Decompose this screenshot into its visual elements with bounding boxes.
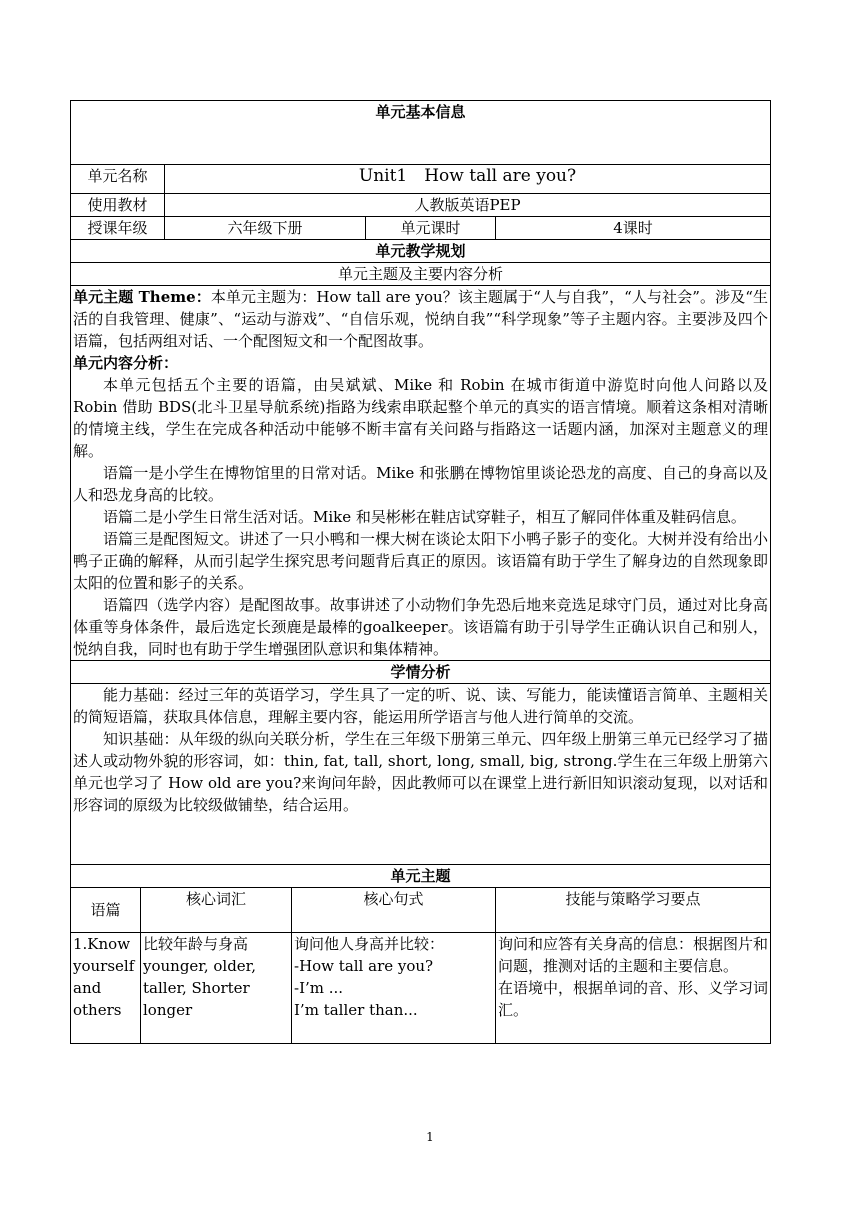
theme-paragraph [73,286,768,352]
planning-heading: 单元教学规划 [71,240,771,263]
sentence-line: I’m taller than... [294,1001,418,1019]
content-paragraph-5: 语篇四（选学内容）是配图故事。故事讲述了小动物们争先恐后地来竞选足球守门员，通过对比身高体重等身体条件，最后选定长颈鹿是最棒的goalkeeper。该语篇有助于引导学生正确认识自己和别人，悦纳自我，同时也有助于学生增强团队意识和集体精神。 [73,596,769,658]
content-paragraph-4: 语篇三是配图短文。讲述了一只小鸭和一棵大树在谈论太阳下小鸭子影子的变化。大树并没有给出小鸭子正确的解释，从而引起学生探究思考问题背后真正的原因。该语篇有助于学生了解身边的自然现象即太阳的位置和影子的关系。 [73,530,769,592]
sentence-line: 询问他人身高并比较： [294,935,445,953]
content-paragraph-1: 本单元包括五个主要的语篇，由吴斌斌、Mike 和 Robin 在城市街道中游览时向他人问路以及 Robin 借助 BDS(北斗卫星导航系统)指路为线索串联起整个单元的真实的语言情境。顺着这条相对清晰的情境主线，学生在完成各种活动中能够不断丰富有关问路与指路这一话题内涵，加深对主题意义的理解。 [73,376,769,460]
theme-text: 本单元主题为：How tall are you？该主题属于“人与自我”，“人与社会”。涉及“生活的自我管理、健康”、“运动与游戏”、“自信乐观，悦纳自我”“科学现象”等子主题内容。主要涉及四个语篇，包括两组对话、一个配图短文和一个配图故事。 [73,288,769,350]
sentence-line: -How tall are you? [294,957,434,975]
unit-name-label: 单元名称 [71,165,165,194]
content-paragraph-2: 语篇一是小学生在博物馆里的日常对话。Mike 和张鹏在博物馆里谈论恐龙的高度、自己的身高以及人和恐龙身高的比较。 [73,464,769,504]
sentence-line: -I’m ... [294,979,344,997]
row-text-name: 1.Know yourself and others [71,933,141,1044]
grade-value: 六年级下册 [165,217,366,240]
learner-heading: 学情分析 [71,661,771,684]
content-paragraph-3: 语篇二是小学生日常生活对话。Mike 和吴彬彬在鞋店试穿鞋子，相互了解同伴体重及鞋码信息。 [103,508,746,526]
theme-and-content-cell [71,286,771,661]
hours-value: 4课时 [496,217,771,240]
analysis-subheading: 单元主题及主要内容分析 [71,263,771,286]
learner-cell [71,684,771,865]
unit-theme-heading: 单元主题 [71,865,771,888]
col-header-vocab: 核心词汇 [141,888,292,933]
row-vocab: 比较年龄与身高 younger, older, taller, Shorter longer [141,933,292,1044]
textbook-value: 人教版英语PEP [165,194,771,217]
learner-paragraph-1: 能力基础：经过三年的英语学习，学生具了一定的听、说、读、写能力，能读懂语言简单、主题相关的简短语篇，获取具体信息，理解主要内容，能运用所学语言与他人进行简单的交流。 [73,686,769,726]
grade-label: 授课年级 [71,217,165,240]
doc-title: 单元基本信息 [71,101,771,165]
col-header-text: 语篇 [71,888,141,933]
table-row [71,933,771,1044]
learner-paragraph-2: 知识基础：从年级的纵向关联分析，学生在三年级下册第三单元、四年级上册第三单元已经学习了描述人或动物外貌的形容词，如：thin, fat, tall, short, long, small, big, strong.学生在三年级上册第六单元也学习了 How old are you?来询问年龄，因此教师可以在课堂上进行新旧知识滚动复现，以对话和形容词的原级为比较级做铺垫，结合运用。 [73,730,769,814]
unit-info-table [70,100,771,1044]
col-header-skills: 技能与策略学习要点 [496,888,771,933]
unit-name-value: Unit1 How tall are you? [165,165,771,194]
col-header-sentences: 核心句式 [292,888,496,933]
theme-label: 单元主题 Theme： [73,288,211,306]
page-number: 1 [426,1130,434,1144]
textbook-label: 使用教材 [71,194,165,217]
content-label: 单元内容分析： [73,354,179,372]
skill-line: 在语境中，根据单词的音、形、义学习词汇。 [498,979,769,1019]
skill-line: 询问和应答有关身高的信息：根据图片和问题，推测对话的主题和主要信息。 [498,935,769,975]
row-sentences [292,933,496,1044]
hours-label: 单元课时 [366,217,496,240]
row-skills [496,933,771,1044]
